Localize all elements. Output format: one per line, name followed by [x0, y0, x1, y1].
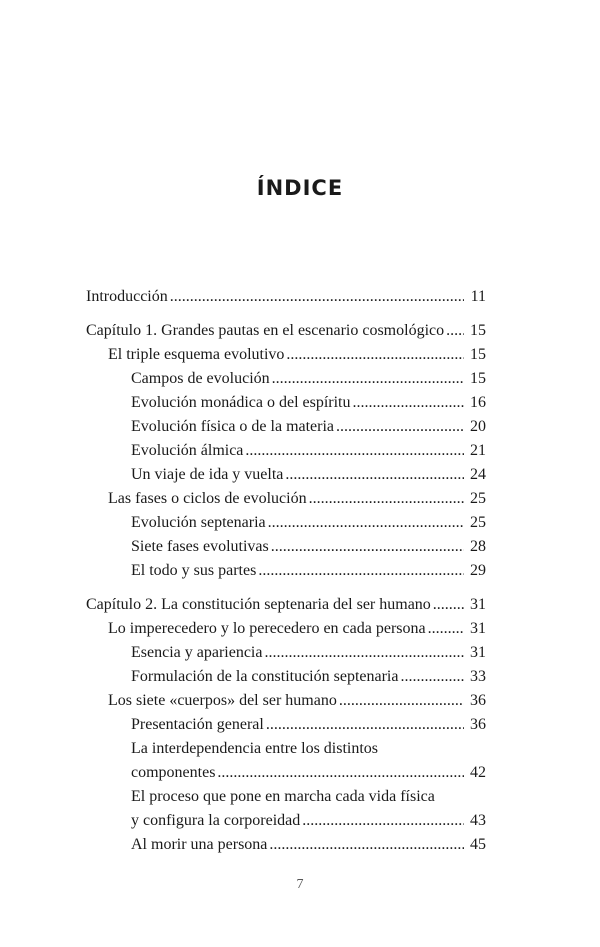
toc-entry-page: 36 — [470, 716, 486, 733]
toc-entry-page: 36 — [470, 692, 486, 709]
toc-entry-page: 15 — [470, 322, 486, 339]
toc-entry-subsection[interactable] — [86, 713, 486, 737]
toc-entry-title: Campos de evolución — [131, 370, 270, 387]
toc-leader-dots — [339, 689, 464, 713]
toc-entry-title: Formulación de la constitución septenaria — [131, 668, 399, 685]
toc-entry-subsection[interactable] — [86, 761, 486, 785]
toc-entry-title: Evolución física o de la materia — [131, 418, 335, 435]
toc-entry-subsection[interactable] — [86, 463, 486, 487]
toc-leader-dots — [245, 439, 464, 463]
toc-entry-page: 31 — [470, 620, 486, 637]
toc-entry-page: 25 — [470, 514, 486, 531]
toc-entry-page: 42 — [470, 764, 486, 781]
toc-entry-title: Capítulo 1. Grandes pautas en el escenario cosmológico — [86, 322, 445, 339]
toc-leader-dots — [264, 641, 464, 665]
page-number: 7 — [296, 877, 304, 892]
toc-entry-title: Los siete «cuerpos» del ser humano — [108, 692, 337, 709]
toc-entry-title: componentes — [131, 764, 216, 781]
toc-leader-dots — [286, 343, 464, 367]
toc-entry-page: 11 — [470, 288, 486, 305]
toc-entry-page: 43 — [470, 812, 486, 829]
toc-leader-dots — [268, 511, 464, 535]
toc-entry-page: 15 — [470, 370, 486, 387]
toc-entry-subsection[interactable] — [86, 559, 486, 583]
toc-leader-dots — [271, 535, 464, 559]
toc-entry-title: Capítulo 2. La constitución septenaria del ser humano — [86, 596, 431, 613]
toc-entry-subsection[interactable] — [86, 535, 486, 559]
toc-entry-page: 24 — [470, 466, 486, 483]
toc-entry-title: Introducción — [86, 288, 168, 305]
toc-entry-page: 31 — [470, 596, 486, 613]
toc-entry-page: 45 — [470, 836, 486, 853]
toc-leader-dots — [428, 617, 464, 641]
toc-entry-section[interactable] — [86, 343, 486, 367]
toc-leader-dots — [433, 593, 464, 617]
toc-entry-title: Presentación general — [131, 716, 264, 733]
toc-entry-page: 29 — [470, 562, 486, 579]
toc-entry-subsection[interactable] — [86, 439, 486, 463]
toc-entry-chapter[interactable] — [86, 593, 486, 617]
toc-entry-page: 31 — [470, 644, 486, 661]
toc-entry-title: El todo y sus partes — [131, 562, 257, 579]
toc-entry-subsection[interactable] — [86, 833, 486, 857]
toc-entry-page: 33 — [470, 668, 486, 685]
toc-entry-page: 20 — [470, 418, 486, 435]
toc-entry-page: 16 — [470, 394, 486, 411]
toc-entry-title-line1: La interdependencia entre los distintos — [131, 740, 379, 757]
toc-entry-title-line1: El proceso que pone en marcha cada vida física — [131, 788, 435, 805]
toc-entry-title: Evolución septenaria — [131, 514, 266, 531]
toc-entry-section[interactable] — [86, 617, 486, 641]
toc-leader-dots — [258, 559, 464, 583]
toc-entry-subsection[interactable] — [86, 641, 486, 665]
toc-leader-dots — [353, 391, 465, 415]
toc-leader-dots — [272, 367, 464, 391]
toc-leader-dots — [336, 415, 464, 439]
toc-entry[interactable] — [86, 285, 486, 309]
toc-entry-subsection[interactable] — [86, 391, 486, 415]
toc-leader-dots — [302, 809, 464, 833]
toc-entry-title: Lo imperecedero y lo perecedero en cada persona — [108, 620, 426, 637]
toc-entry-page: 28 — [470, 538, 486, 555]
toc-entry-section[interactable] — [86, 689, 486, 713]
toc-entry-subsection[interactable] — [86, 367, 486, 391]
toc-leader-dots — [285, 463, 464, 487]
toc-entry-page: 25 — [470, 490, 486, 507]
toc-entry-title: Las fases o ciclos de evolución — [108, 490, 307, 507]
toc-entry-title: Evolución monádica o del espíritu — [131, 394, 351, 411]
toc-leader-dots — [400, 665, 464, 689]
toc-entry-subsection[interactable] — [86, 511, 486, 535]
toc-leader-dots — [170, 285, 464, 309]
toc-entry-title: Al morir una persona — [131, 836, 268, 853]
toc-leader-dots — [446, 319, 464, 343]
toc-leader-dots — [266, 713, 464, 737]
toc-entry-title: Esencia y apariencia — [131, 644, 263, 661]
toc-leader-dots — [269, 833, 464, 857]
toc-entry-title: Un viaje de ida y vuelta — [131, 466, 284, 483]
toc-entry-title: El triple esquema evolutivo — [108, 346, 285, 363]
toc-entry-subsection[interactable] — [86, 415, 486, 439]
toc-entry-page: 15 — [470, 346, 486, 363]
toc-entry-title: Evolución álmica — [131, 442, 244, 459]
toc-entry-title: Siete fases evolutivas — [131, 538, 269, 555]
toc-leader-dots — [309, 487, 464, 511]
page-title: ÍNDICE — [256, 176, 344, 200]
toc-entry-section[interactable] — [86, 487, 486, 511]
toc-entry-title: y configura la corporeidad — [131, 812, 301, 829]
toc-entry-subsection[interactable] — [86, 809, 486, 833]
toc-leader-dots — [217, 761, 464, 785]
toc-entry-chapter[interactable] — [86, 319, 486, 343]
toc-entry-page: 21 — [470, 442, 486, 459]
toc-entry-subsection[interactable] — [86, 665, 486, 689]
